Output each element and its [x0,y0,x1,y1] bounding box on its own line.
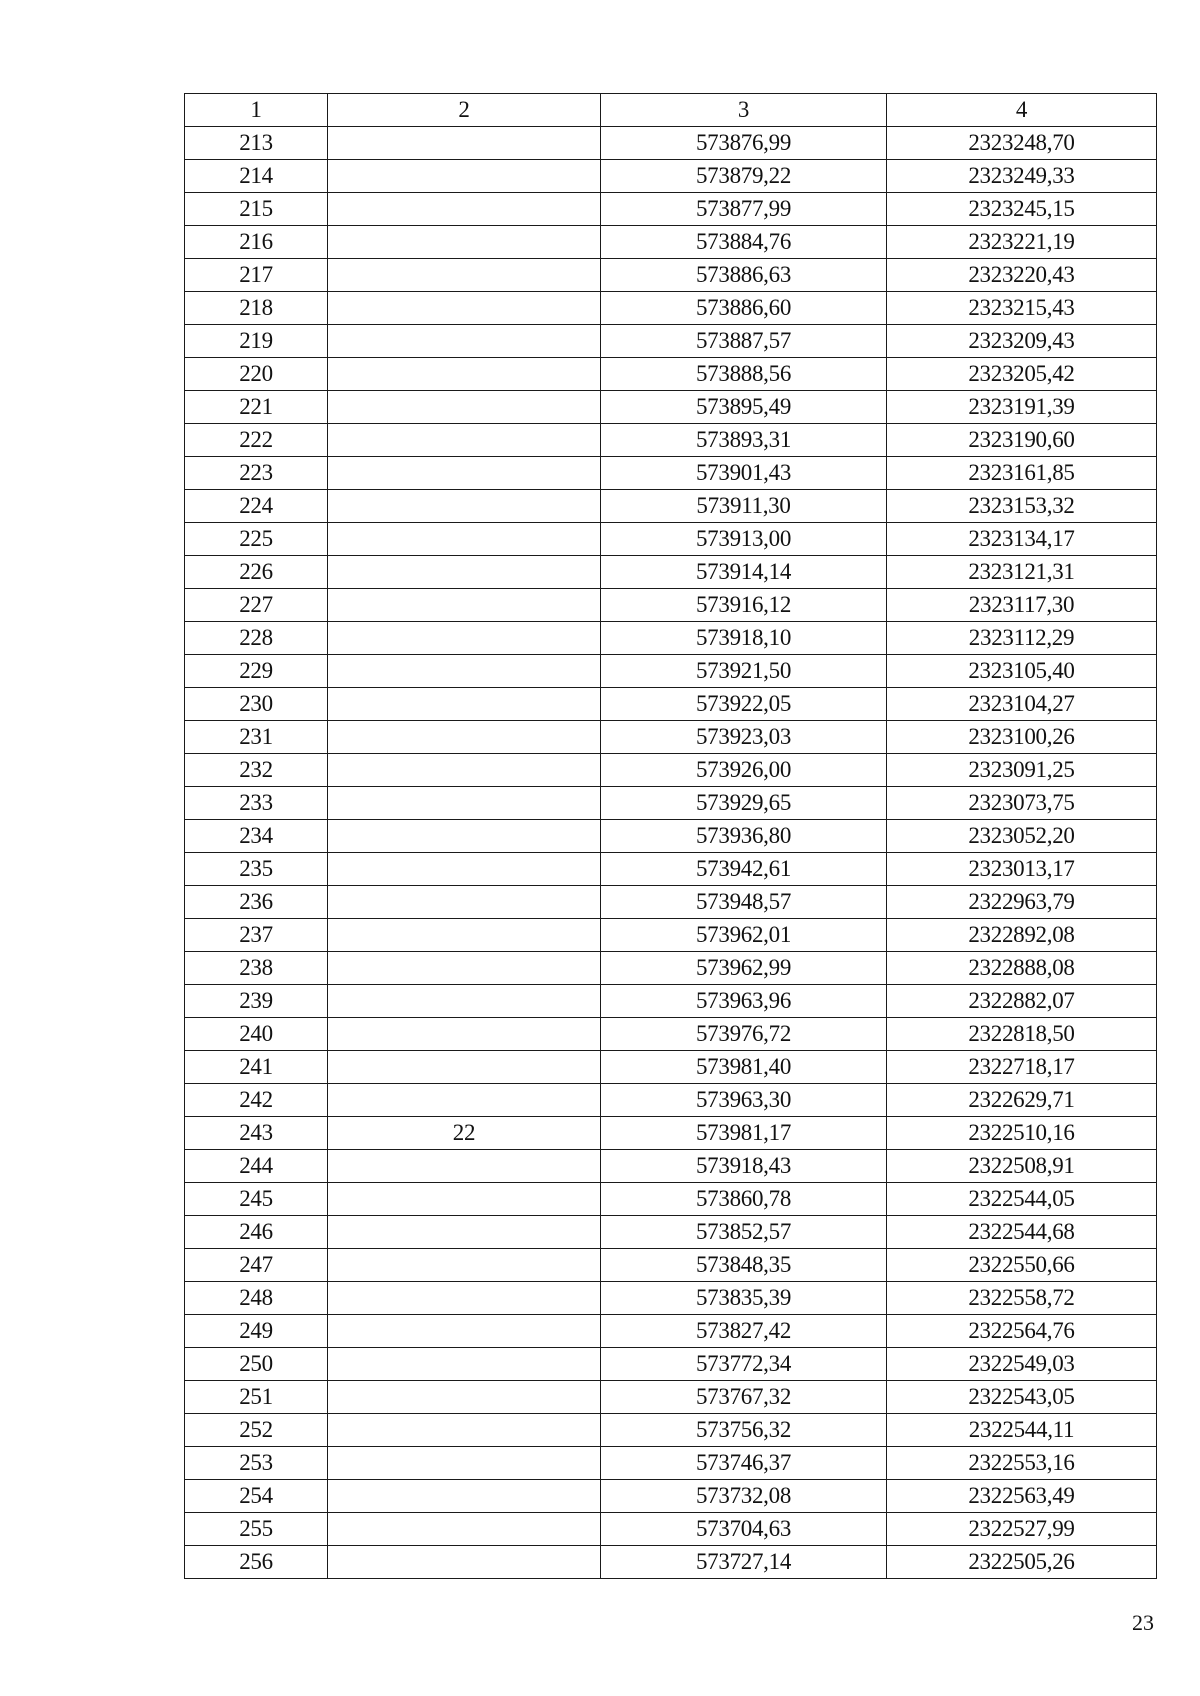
table-cell-col-1: 245 [185,1183,328,1216]
table-cell-col-2 [328,1381,601,1414]
table-cell-col-3: 573860,78 [601,1183,887,1216]
table-cell-col-2 [328,1216,601,1249]
table-body [185,127,1157,1579]
table-cell-col-3: 573876,99 [601,127,887,160]
table-cell-col-1: 233 [185,787,328,820]
table-cell-col-4: 2323205,42 [887,358,1157,391]
table-cell-col-1: 242 [185,1084,328,1117]
table-cell-col-3: 573732,08 [601,1480,887,1513]
table-row [185,391,1157,424]
table-cell-col-4: 2322510,16 [887,1117,1157,1150]
table-cell-col-2 [328,457,601,490]
table-cell-col-2 [328,1480,601,1513]
table-cell-col-1: 225 [185,523,328,556]
table-row [185,259,1157,292]
table-row [185,1414,1157,1447]
table-cell-col-2 [328,424,601,457]
table-cell-col-1: 222 [185,424,328,457]
table-cell-col-1: 256 [185,1546,328,1579]
table-cell-col-3: 573963,96 [601,985,887,1018]
table-cell-col-2 [328,853,601,886]
table-cell-col-1: 230 [185,688,328,721]
table-cell-col-4: 2322564,76 [887,1315,1157,1348]
table-cell-col-3: 573962,01 [601,919,887,952]
table-cell-col-1: 253 [185,1447,328,1480]
table-row [185,820,1157,853]
table-cell-col-2 [328,259,601,292]
table-cell-col-3: 573852,57 [601,1216,887,1249]
table-cell-col-3: 573704,63 [601,1513,887,1546]
table-cell-col-3: 573923,03 [601,721,887,754]
table-cell-col-1: 234 [185,820,328,853]
table-cell-col-2 [328,1414,601,1447]
table-cell-col-4: 2322629,71 [887,1084,1157,1117]
table-cell-col-1: 227 [185,589,328,622]
table-cell-col-3: 573756,32 [601,1414,887,1447]
table-cell-col-4: 2323248,70 [887,127,1157,160]
table-cell-col-1: 215 [185,193,328,226]
table-cell-col-2 [328,1447,601,1480]
table-row [185,1018,1157,1051]
table-cell-col-4: 2323112,29 [887,622,1157,655]
table-cell-col-4: 2322544,68 [887,1216,1157,1249]
table-cell-col-2 [328,160,601,193]
table-cell-col-1: 240 [185,1018,328,1051]
table-row [185,622,1157,655]
table-cell-col-3: 573926,00 [601,754,887,787]
table-cell-col-1: 221 [185,391,328,424]
table-row [185,787,1157,820]
table-cell-col-1: 255 [185,1513,328,1546]
table-cell-col-4: 2322508,91 [887,1150,1157,1183]
table-cell-col-2 [328,919,601,952]
table-cell-col-2 [328,589,601,622]
table-cell-col-3: 573918,43 [601,1150,887,1183]
table-cell-col-2 [328,1084,601,1117]
table-cell-col-3: 573922,05 [601,688,887,721]
table-row [185,1249,1157,1282]
table-cell-col-1: 239 [185,985,328,1018]
table-cell-col-1: 251 [185,1381,328,1414]
table-cell-col-1: 214 [185,160,328,193]
table-cell-col-4: 2322563,49 [887,1480,1157,1513]
table-cell-col-4: 2323100,26 [887,721,1157,754]
table-cell-col-4: 2322892,08 [887,919,1157,952]
table-cell-col-4: 2323013,17 [887,853,1157,886]
coordinates-table [184,93,1157,1579]
table-cell-col-3: 573914,14 [601,556,887,589]
table-row [185,1216,1157,1249]
table-cell-col-3: 573948,57 [601,886,887,919]
table-cell-col-4: 2322718,17 [887,1051,1157,1084]
table-row [185,1183,1157,1216]
table-row [185,424,1157,457]
table-cell-col-4: 2323190,60 [887,424,1157,457]
table-row [185,853,1157,886]
table-cell-col-4: 2323161,85 [887,457,1157,490]
table-row [185,1381,1157,1414]
table-cell-col-3: 573976,72 [601,1018,887,1051]
table-cell-col-3: 573886,60 [601,292,887,325]
table-cell-col-1: 218 [185,292,328,325]
table-cell-col-2 [328,820,601,853]
table-cell-col-2 [328,1183,601,1216]
table-row [185,952,1157,985]
table-cell-col-3: 573879,22 [601,160,887,193]
table-row [185,193,1157,226]
table-cell-col-4: 2322558,72 [887,1282,1157,1315]
table-cell-col-4: 2322527,99 [887,1513,1157,1546]
table-cell-col-3: 573911,30 [601,490,887,523]
table-cell-col-2 [328,226,601,259]
table-cell-col-4: 2323104,27 [887,688,1157,721]
table-cell-col-4: 2322544,11 [887,1414,1157,1447]
table-cell-col-2 [328,886,601,919]
table-cell-col-1: 235 [185,853,328,886]
table-cell-col-3: 573767,32 [601,1381,887,1414]
table-cell-col-2 [328,1513,601,1546]
table-cell-col-4: 2323215,43 [887,292,1157,325]
table-cell-col-1: 236 [185,886,328,919]
table-row [185,1348,1157,1381]
table-cell-col-4: 2322888,08 [887,952,1157,985]
table-cell-col-4: 2323134,17 [887,523,1157,556]
table-row [185,1480,1157,1513]
table-cell-col-3: 573884,76 [601,226,887,259]
table-cell-col-3: 573827,42 [601,1315,887,1348]
table-row [185,556,1157,589]
table-cell-col-1: 229 [185,655,328,688]
table-cell-col-4: 2322882,07 [887,985,1157,1018]
table-cell-col-4: 2323073,75 [887,787,1157,820]
table-cell-col-3: 573895,49 [601,391,887,424]
table-cell-col-1: 248 [185,1282,328,1315]
table-cell-col-4: 2322963,79 [887,886,1157,919]
table-cell-col-2 [328,754,601,787]
table-cell-col-4: 2323249,33 [887,160,1157,193]
table-cell-col-3: 573772,34 [601,1348,887,1381]
table-cell-col-2 [328,1546,601,1579]
table-cell-col-2 [328,391,601,424]
table-cell-col-3: 573962,99 [601,952,887,985]
table-cell-col-2: 22 [328,1117,601,1150]
table-cell-col-2 [328,1315,601,1348]
table-cell-col-2 [328,787,601,820]
table-row [185,1447,1157,1480]
table-row [185,688,1157,721]
table-cell-col-4: 2323221,19 [887,226,1157,259]
table-row [185,1546,1157,1579]
column-header-3: 3 [601,94,887,127]
table-row [185,655,1157,688]
table-cell-col-4: 2323209,43 [887,325,1157,358]
table-row [185,1051,1157,1084]
table-cell-col-2 [328,490,601,523]
table-cell-col-3: 573901,43 [601,457,887,490]
table-cell-col-1: 228 [185,622,328,655]
table-cell-col-4: 2323052,20 [887,820,1157,853]
table-cell-col-2 [328,688,601,721]
table-row [185,886,1157,919]
table-cell-col-2 [328,721,601,754]
table-row [185,1150,1157,1183]
table-cell-col-4: 2323091,25 [887,754,1157,787]
table-cell-col-4: 2323220,43 [887,259,1157,292]
table-cell-col-2 [328,325,601,358]
table-cell-col-1: 220 [185,358,328,391]
table-cell-col-1: 241 [185,1051,328,1084]
table-cell-col-2 [328,1282,601,1315]
table-row [185,127,1157,160]
table-cell-col-3: 573936,80 [601,820,887,853]
table-cell-col-3: 573942,61 [601,853,887,886]
table-cell-col-3: 573921,50 [601,655,887,688]
table-row [185,226,1157,259]
table-cell-col-1: 238 [185,952,328,985]
table-cell-col-4: 2323117,30 [887,589,1157,622]
table-cell-col-1: 247 [185,1249,328,1282]
table-row [185,589,1157,622]
column-header-1: 1 [185,94,328,127]
table-cell-col-4: 2322553,16 [887,1447,1157,1480]
table-cell-col-4: 2323105,40 [887,655,1157,688]
table-cell-col-4: 2322505,26 [887,1546,1157,1579]
table-cell-col-2 [328,952,601,985]
table-cell-col-1: 252 [185,1414,328,1447]
table-cell-col-2 [328,1249,601,1282]
table-cell-col-3: 573746,37 [601,1447,887,1480]
table-cell-col-1: 237 [185,919,328,952]
table-cell-col-4: 2323121,31 [887,556,1157,589]
table-cell-col-4: 2323191,39 [887,391,1157,424]
table-cell-col-3: 573981,40 [601,1051,887,1084]
table-row [185,160,1157,193]
table-cell-col-3: 573893,31 [601,424,887,457]
table-row [185,292,1157,325]
table-cell-col-3: 573835,39 [601,1282,887,1315]
table-row [185,457,1157,490]
table-cell-col-1: 232 [185,754,328,787]
table-cell-col-2 [328,1150,601,1183]
table-row [185,523,1157,556]
table-cell-col-4: 2322543,05 [887,1381,1157,1414]
table-cell-col-4: 2322544,05 [887,1183,1157,1216]
column-header-4: 4 [887,94,1157,127]
table-cell-col-1: 217 [185,259,328,292]
table-cell-col-1: 226 [185,556,328,589]
table-cell-col-1: 216 [185,226,328,259]
column-header-2: 2 [328,94,601,127]
table-cell-col-3: 573981,17 [601,1117,887,1150]
table-cell-col-2 [328,1018,601,1051]
table-row [185,1117,1157,1150]
table-cell-col-2 [328,622,601,655]
table-cell-col-2 [328,523,601,556]
table-cell-col-2 [328,985,601,1018]
table-cell-col-2 [328,193,601,226]
table-cell-col-3: 573916,12 [601,589,887,622]
table-row [185,754,1157,787]
table-cell-col-2 [328,1051,601,1084]
table-row [185,358,1157,391]
table-cell-col-3: 573913,00 [601,523,887,556]
table-cell-col-1: 250 [185,1348,328,1381]
table-cell-col-2 [328,358,601,391]
table-cell-col-2 [328,655,601,688]
table-cell-col-2 [328,556,601,589]
table-cell-col-4: 2322818,50 [887,1018,1157,1051]
table-row [185,1315,1157,1348]
table-cell-col-4: 2322549,03 [887,1348,1157,1381]
table-cell-col-3: 573886,63 [601,259,887,292]
table-row [185,985,1157,1018]
table-cell-col-3: 573727,14 [601,1546,887,1579]
table-row [185,919,1157,952]
table-cell-col-3: 573877,99 [601,193,887,226]
table-cell-col-1: 254 [185,1480,328,1513]
table-cell-col-1: 223 [185,457,328,490]
table-cell-col-2 [328,127,601,160]
table-cell-col-4: 2322550,66 [887,1249,1157,1282]
table-cell-col-1: 246 [185,1216,328,1249]
table-cell-col-1: 224 [185,490,328,523]
table-row [185,1513,1157,1546]
table-cell-col-3: 573963,30 [601,1084,887,1117]
table-cell-col-1: 231 [185,721,328,754]
table-row [185,1084,1157,1117]
table-cell-col-3: 573887,57 [601,325,887,358]
table-cell-col-1: 213 [185,127,328,160]
table-cell-col-1: 219 [185,325,328,358]
table-cell-col-1: 249 [185,1315,328,1348]
table-cell-col-4: 2323245,15 [887,193,1157,226]
table-cell-col-2 [328,292,601,325]
table-row [185,721,1157,754]
table-cell-col-1: 244 [185,1150,328,1183]
table-cell-col-1: 243 [185,1117,328,1150]
table-cell-col-3: 573929,65 [601,787,887,820]
table-row [185,490,1157,523]
table-header-row [185,94,1157,127]
table-row [185,1282,1157,1315]
table-cell-col-3: 573918,10 [601,622,887,655]
table-cell-col-3: 573848,35 [601,1249,887,1282]
table-row [185,325,1157,358]
table-cell-col-3: 573888,56 [601,358,887,391]
table-cell-col-2 [328,1348,601,1381]
table-cell-col-4: 2323153,32 [887,490,1157,523]
page-number: 23 [1132,1610,1154,1635]
